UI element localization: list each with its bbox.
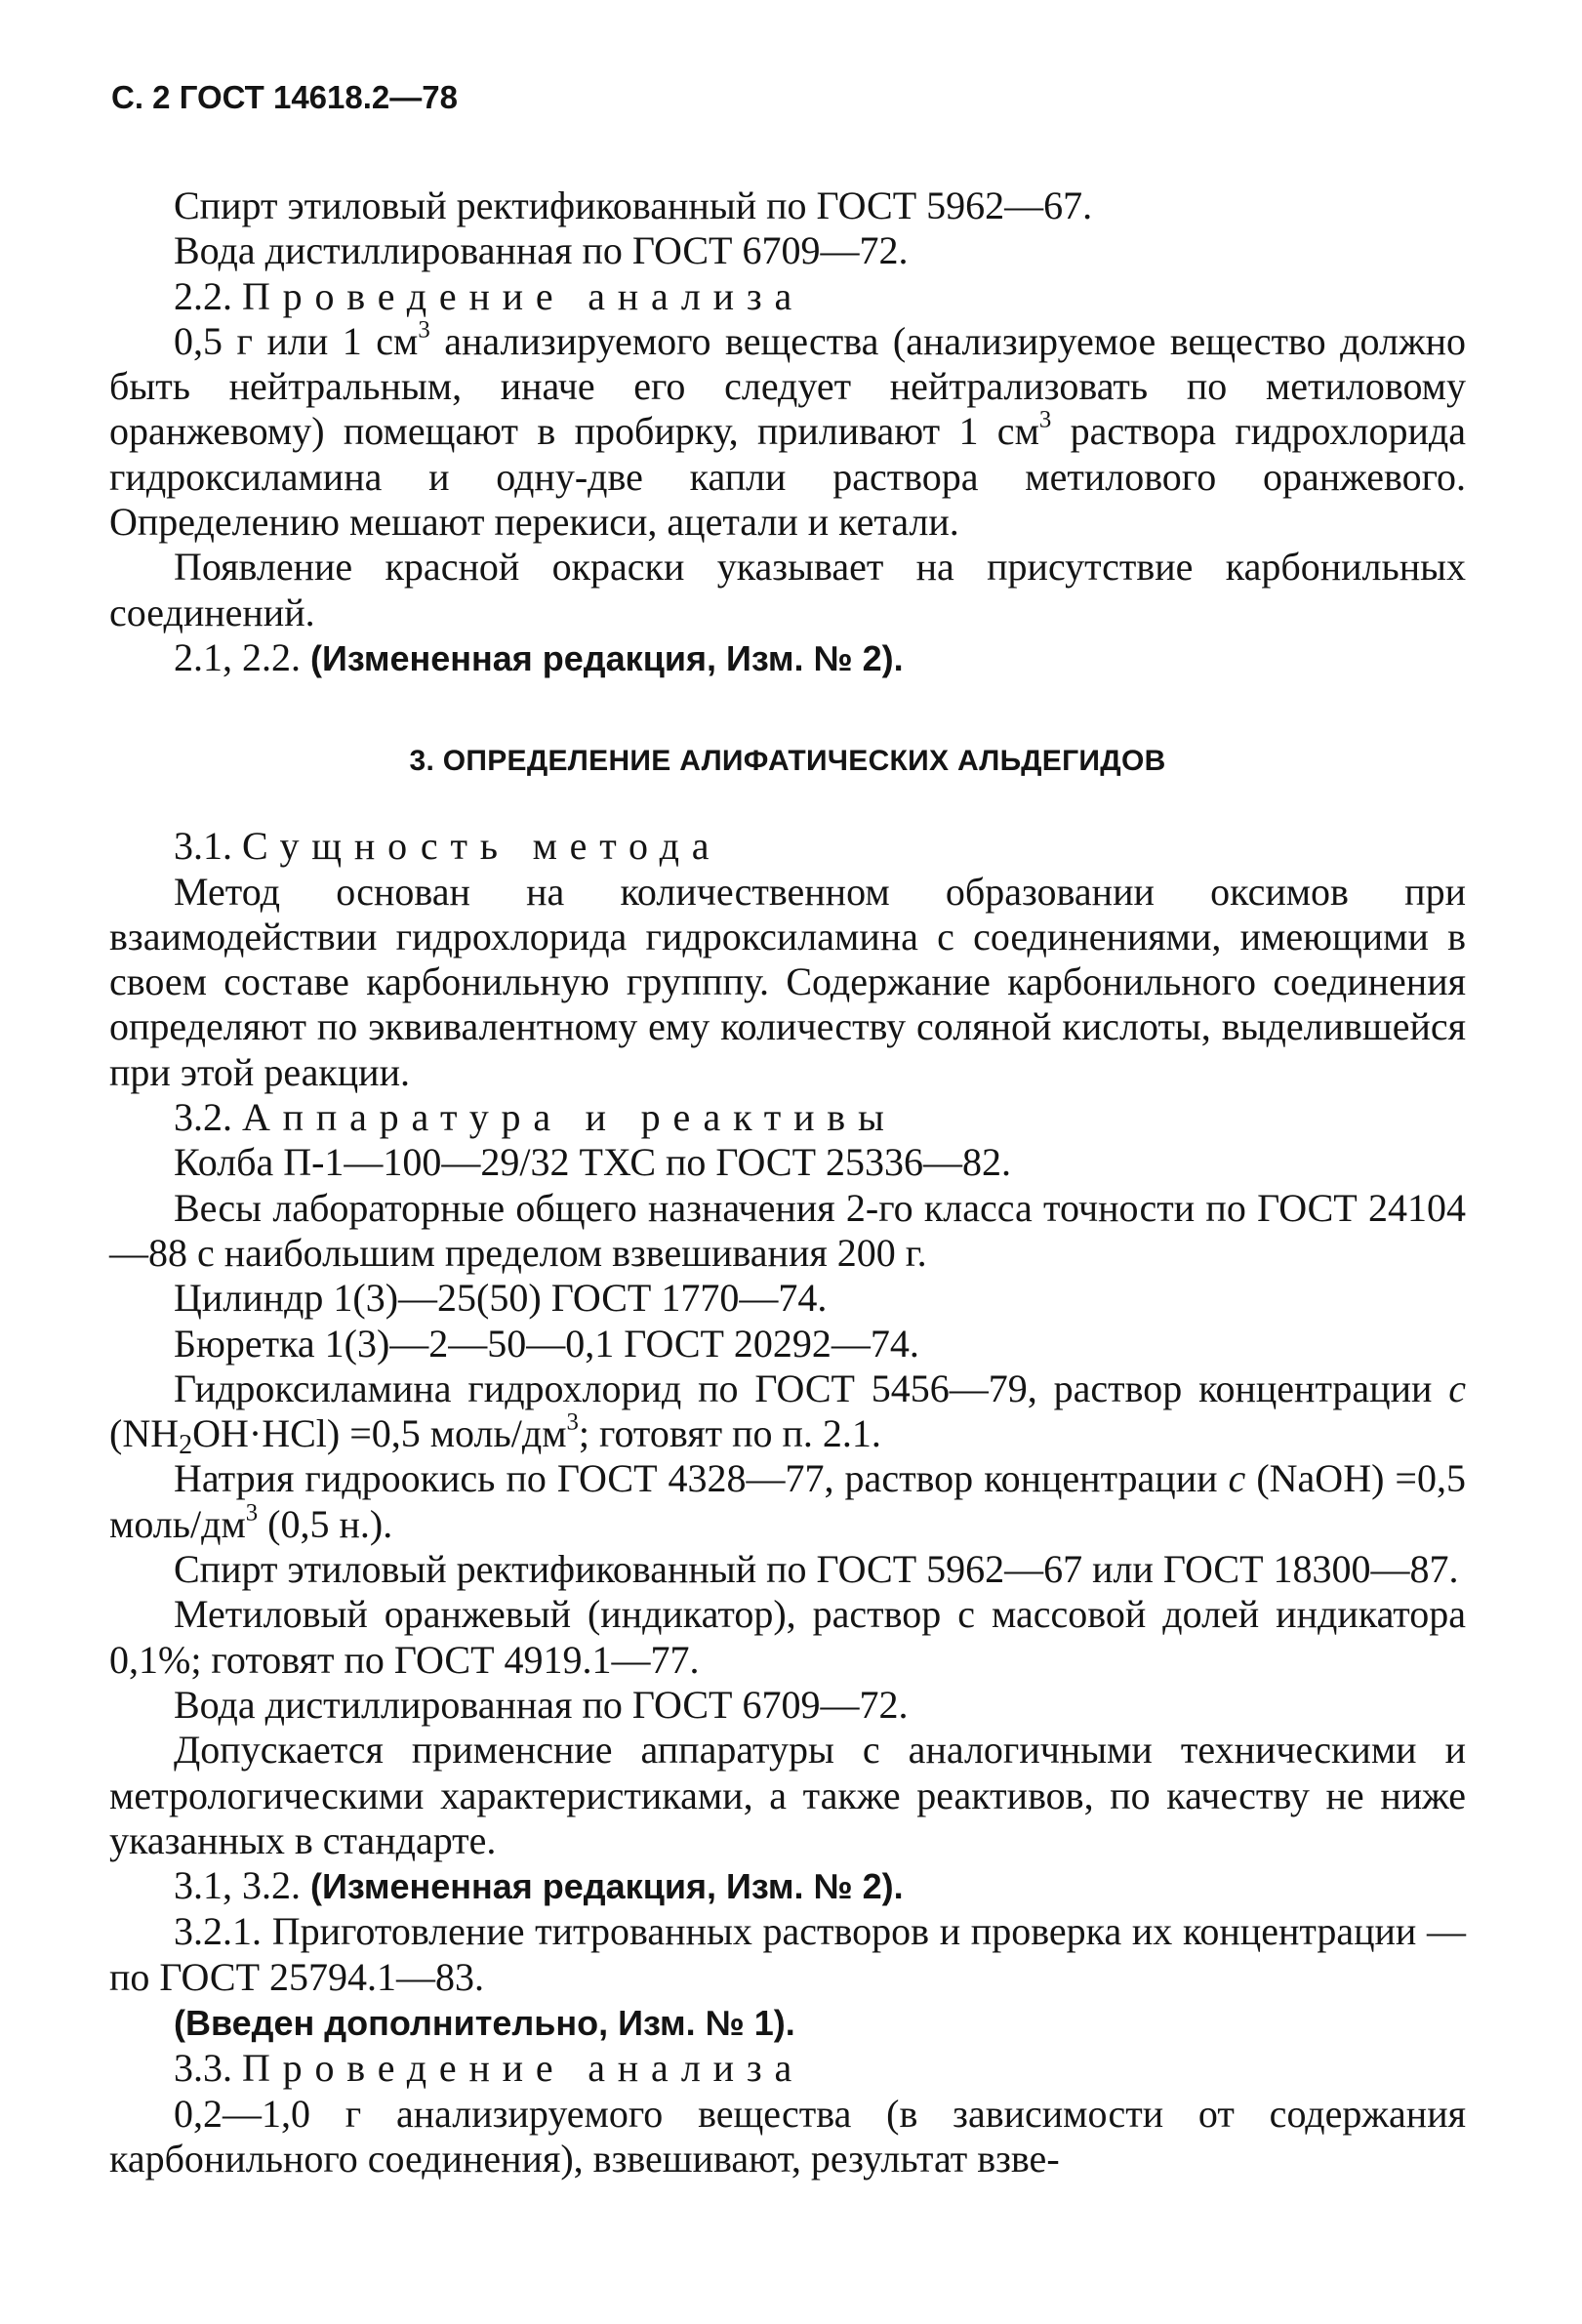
subsection-heading-2-2 xyxy=(109,274,1466,319)
paragraph xyxy=(109,316,1466,545)
amendment-note xyxy=(109,2000,1466,2046)
amendment-refs: 2.1, 2.2. xyxy=(174,634,301,679)
paragraph xyxy=(109,1547,1466,1592)
paragraph xyxy=(109,1366,1466,1461)
paragraph xyxy=(109,1456,1466,1547)
amendment-text: (Измененная редакция, Изм. № 2). xyxy=(310,637,904,678)
paragraph xyxy=(109,1909,1466,2000)
subsection-heading-3-1 xyxy=(109,824,1466,869)
paragraph xyxy=(109,1186,1466,1277)
text: Метиловый оранжевый (индикатор), раствор с массовой долей индикатора 0,1%; готовят по ГОСТ 4919.1—77. xyxy=(109,1592,1466,1682)
paragraph xyxy=(109,183,1466,228)
superscript: 3 xyxy=(566,1408,579,1436)
subsection-title: Проведение анализа xyxy=(242,2046,805,2091)
superscript: 3 xyxy=(245,1499,259,1527)
paragraph xyxy=(109,545,1466,635)
subsection-number: 3.3. xyxy=(174,2046,232,2091)
text: Вода дистиллированная по ГОСТ 6709—72. xyxy=(174,228,909,273)
page xyxy=(109,78,1466,2181)
text: Натрия гидроокись по ГОСТ 4328—77, раствор концентрации xyxy=(174,1456,1229,1501)
text: Колба П-1—100—29/32 ТХС по ГОСТ 25336—82. xyxy=(174,1140,1012,1185)
symbol: c xyxy=(1448,1366,1466,1410)
amendment-text: (Измененная редакция, Изм. № 2). xyxy=(310,1866,904,1907)
text: (0,5 н.). xyxy=(258,1501,393,1546)
paragraph xyxy=(109,1276,1466,1321)
text: Спирт этиловый ректификованный по ГОСТ 5962—67 или ГОСТ 18300—87. xyxy=(174,1547,1459,1592)
text: анализируемого вещества (анализируемое вещество должно быть нейтральным, иначе его следует нейтрализовать по метиловому оранжевому) помещают в пробирку, приливают 1 см xyxy=(109,318,1466,454)
amendment-note xyxy=(109,1863,1466,1909)
text: 0,5 г или 1 см xyxy=(174,318,419,363)
text: Бюретка 1(3)—2—50—0,1 ГОСТ 20292—74. xyxy=(174,1321,919,1366)
text: 3.2.1. Приготовление титрованных растворов и проверка их концентрации — по ГОСТ 25794.1—83. xyxy=(109,1909,1466,1999)
paragraph xyxy=(109,228,1466,273)
text: ; готовят по п. 2.1. xyxy=(578,1411,881,1456)
paragraph xyxy=(109,1728,1466,1863)
text: 0,2—1,0 г анализируемого вещества (в зависимости от содержания карбонильного соединения), взвешивают, результат взве- xyxy=(109,2091,1466,2181)
text: OH·HCl) =0,5 моль/дм xyxy=(192,1411,567,1456)
text: (NaOH) =0,5 моль/дм xyxy=(109,1456,1466,1546)
amendment-text: (Введен дополнительно, Изм. № 1). xyxy=(174,2002,795,2043)
text: раствора гидрохлорида гидроксиламина и одну-две капли раствора метилового оранжевого. Определению мешают перекиси, ацетали и кетали. xyxy=(109,409,1466,545)
paragraph xyxy=(109,1683,1466,1728)
text: Весы лабораторные общего назначения 2-го класса точности по ГОСТ 24104—88 с наибольшим пределом взвешивания 200 г. xyxy=(109,1185,1466,1275)
paragraph xyxy=(109,1592,1466,1683)
subscript: 2 xyxy=(179,1430,193,1461)
amendment-refs: 3.1, 3.2. xyxy=(174,1863,301,1908)
text: Вода дистиллированная по ГОСТ 6709—72. xyxy=(174,1682,909,1727)
paragraph xyxy=(109,870,1466,1095)
subsection-title: Проведение анализа xyxy=(242,273,805,318)
text: Допускается применсние аппаратуры с аналогичными техническими и метрологическими характеристиками, а также реактивов, по качеству не ниже указанных в стандарте. xyxy=(109,1728,1466,1862)
subsection-heading-3-2 xyxy=(109,1095,1466,1140)
paragraph xyxy=(109,2092,1466,2182)
text: (NH xyxy=(109,1411,180,1456)
text: Появление красной окраски указывает на присутствие карбонильных соединений. xyxy=(109,545,1466,634)
subsection-heading-3-3 xyxy=(109,2046,1466,2091)
superscript: 3 xyxy=(418,316,430,344)
subsection-title: Сущность метода xyxy=(242,824,722,869)
text: Метод основан на количественном образовании оксимов при взаимодействии гидрохлорида гидроксиламина с соединениями, имеющими в своем составе карбонильную групппу. Содержание карбонильного соединения определяют по эквивалентному ему количеству соляной кислоты, выделившейся при этой реакции. xyxy=(109,869,1466,1094)
subsection-title: Аппаратура и реактивы xyxy=(242,1095,897,1140)
subsection-number: 3.1. xyxy=(174,824,232,869)
page-header: С. 2 ГОСТ 14618.2—78 xyxy=(111,79,458,115)
text: Спирт этиловый ректификованный по ГОСТ 5962—67. xyxy=(174,183,1093,227)
amendment-note xyxy=(109,635,1466,681)
superscript: 3 xyxy=(1038,407,1052,434)
text: Гидроксиламина гидрохлорид по ГОСТ 5456—79, раствор концентрации xyxy=(174,1366,1449,1410)
subsection-number: 2.2. xyxy=(174,273,232,318)
paragraph xyxy=(109,1322,1466,1366)
symbol: c xyxy=(1228,1456,1246,1501)
section-title: 3. ОПРЕДЕЛЕНИЕ АЛИФАТИЧЕСКИХ АЛЬДЕГИДОВ xyxy=(409,745,1166,778)
paragraph xyxy=(109,1140,1466,1185)
subsection-number: 3.2. xyxy=(174,1095,232,1140)
text: Цилиндр 1(3)—25(50) ГОСТ 1770—74. xyxy=(174,1276,828,1321)
